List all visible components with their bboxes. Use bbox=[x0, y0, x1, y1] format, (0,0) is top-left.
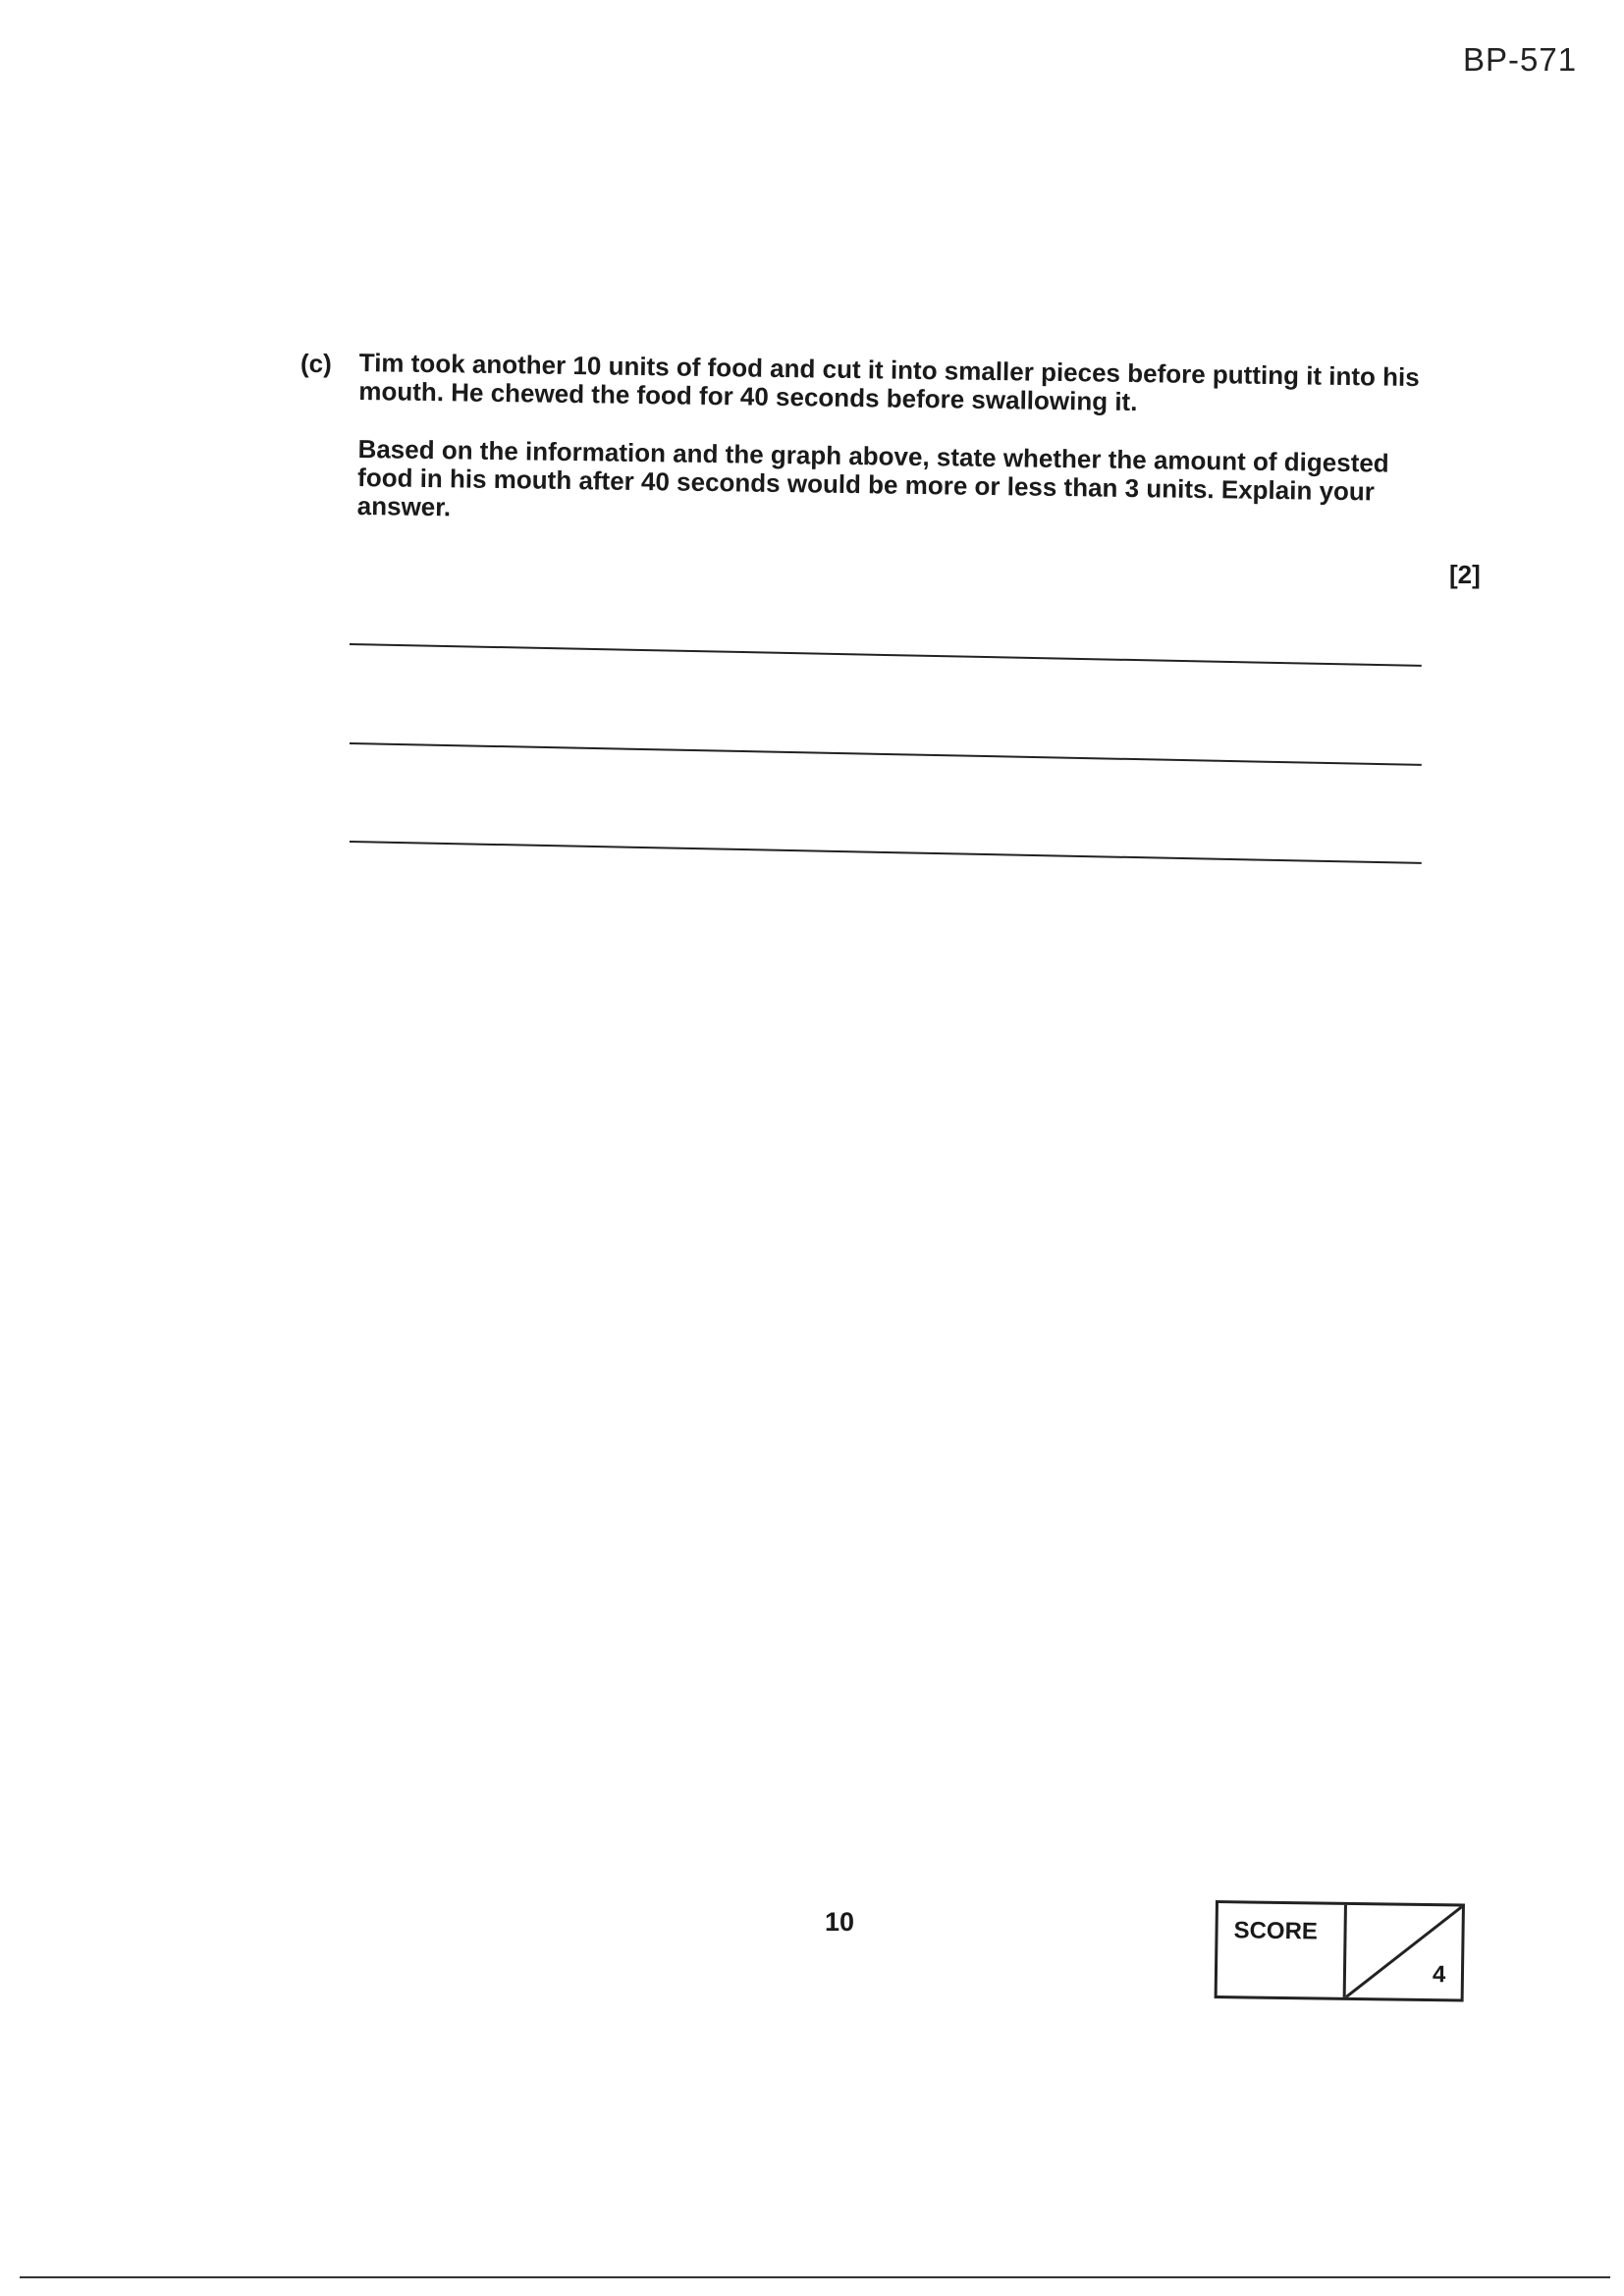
question-paragraph-1: Tim took another 10 units of food and cut it into smaller pieces before putting it into his mouth. He chewed the food for 40 seconds before swallowing it. bbox=[358, 348, 1420, 417]
question-paragraph-2: Based on the information and the graph above, state whether the amount of digested food in his mouth after 40 seconds would be more or less than 3 units. Explain your answer. bbox=[356, 433, 1389, 522]
score-box bbox=[1215, 1900, 1465, 2002]
page-code: BP-571 bbox=[1463, 41, 1578, 78]
footer-rule bbox=[20, 2276, 1610, 2278]
answer-line-1[interactable] bbox=[350, 643, 1422, 667]
page-number: 10 bbox=[825, 1907, 855, 1937]
score-label-cell bbox=[1218, 1903, 1347, 1997]
score-value: 4 bbox=[1432, 1961, 1446, 1989]
answer-line-2[interactable] bbox=[350, 742, 1422, 766]
score-value-cell bbox=[1346, 1905, 1462, 1999]
marks-allocation: [2] bbox=[1449, 560, 1481, 589]
question-part-label: (c) bbox=[300, 349, 332, 378]
answer-line-3[interactable] bbox=[350, 841, 1422, 864]
score-label: SCORE bbox=[1233, 1917, 1319, 1945]
question-text bbox=[356, 349, 1430, 565]
